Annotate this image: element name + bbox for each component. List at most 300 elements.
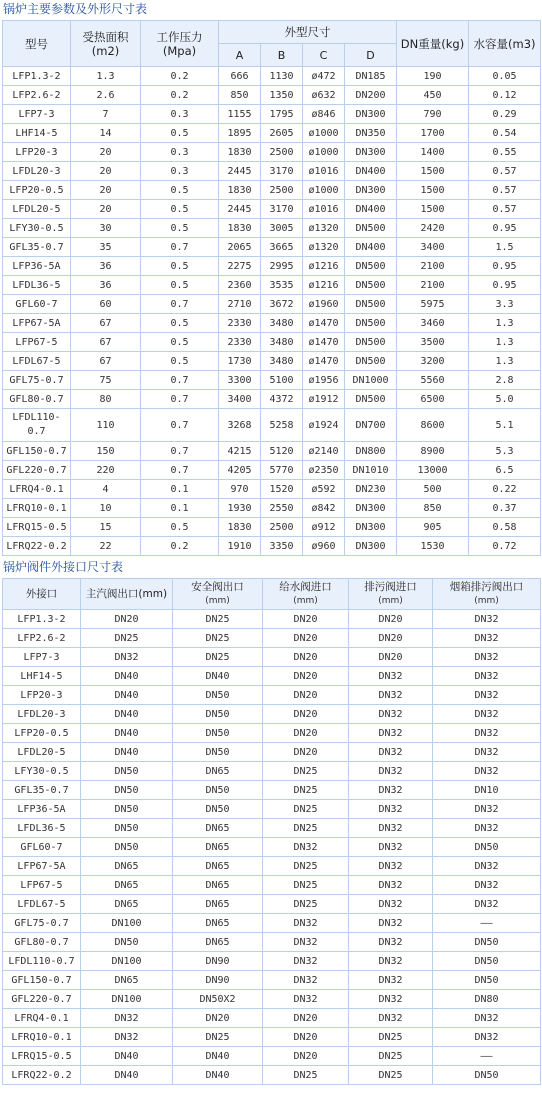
table-row <box>3 162 541 181</box>
value-cell: DN800 <box>345 442 397 461</box>
drain-unit: (mm) <box>378 595 403 606</box>
value-cell: DN32 <box>433 819 541 838</box>
value-cell: DN20 <box>263 1009 349 1028</box>
value-cell: DN80 <box>433 990 541 1009</box>
value-cell: DN90 <box>173 971 263 990</box>
value-cell: 905 <box>397 518 469 537</box>
value-cell: 0.5 <box>141 219 219 238</box>
table-row <box>3 952 541 971</box>
table-row <box>3 124 541 143</box>
table-row <box>3 480 541 499</box>
valve-ports-title: 锅炉阀件外接口尺寸表 <box>3 560 124 574</box>
value-cell: 7 <box>71 105 141 124</box>
value-cell: ø846 <box>303 105 345 124</box>
value-cell: 1155 <box>219 105 261 124</box>
value-cell: DN40 <box>81 705 173 724</box>
table-row <box>3 686 541 705</box>
table-row <box>3 86 541 105</box>
value-cell: 0.95 <box>469 219 541 238</box>
value-cell: 3300 <box>219 371 261 390</box>
table-row <box>3 933 541 952</box>
value-cell: 2100 <box>397 257 469 276</box>
value-cell: DN40 <box>81 1066 173 1085</box>
value-cell: 4 <box>71 480 141 499</box>
table-row <box>3 971 541 990</box>
value-cell: DN100 <box>81 990 173 1009</box>
value-cell: 36 <box>71 257 141 276</box>
valve-ports-table <box>2 578 541 1085</box>
value-cell: 6500 <box>397 390 469 409</box>
value-cell: DN32 <box>349 933 433 952</box>
value-cell: 3170 <box>261 200 303 219</box>
model-cell: LFP67-5A <box>3 314 71 333</box>
model-cell: LFP2.6-2 <box>3 629 81 648</box>
value-cell: 0.2 <box>141 67 219 86</box>
table-row <box>3 667 541 686</box>
value-cell: 67 <box>71 333 141 352</box>
table-row <box>3 990 541 1009</box>
value-cell: 1500 <box>397 162 469 181</box>
header-water: 水容量(m3) <box>469 21 541 67</box>
value-cell: DN32 <box>433 667 541 686</box>
value-cell: DN25 <box>263 876 349 895</box>
value-cell: DN32 <box>433 1028 541 1047</box>
value-cell: DN10 <box>433 781 541 800</box>
value-cell: DN32 <box>349 705 433 724</box>
value-cell: DN20 <box>349 648 433 667</box>
value-cell: DN50 <box>173 800 263 819</box>
value-cell: DN300 <box>345 105 397 124</box>
table-row <box>3 610 541 629</box>
value-cell: 14 <box>71 124 141 143</box>
value-cell: 0.5 <box>141 181 219 200</box>
value-cell: 0.5 <box>141 518 219 537</box>
value-cell: 35 <box>71 238 141 257</box>
table-row <box>3 857 541 876</box>
value-cell: DN32 <box>263 990 349 1009</box>
value-cell: 2420 <box>397 219 469 238</box>
value-cell: DN25 <box>349 1066 433 1085</box>
value-cell: DN20 <box>263 743 349 762</box>
value-cell: 0.22 <box>469 480 541 499</box>
value-cell: 1500 <box>397 181 469 200</box>
table-row <box>3 238 541 257</box>
table-row <box>3 371 541 390</box>
value-cell: DN25 <box>173 610 263 629</box>
header-c: C <box>303 44 345 67</box>
value-cell: ø2350 <box>303 461 345 480</box>
value-cell: DN20 <box>263 667 349 686</box>
model-cell: LFRQ10-0.1 <box>3 499 71 518</box>
model-cell: LFDL20-3 <box>3 705 81 724</box>
header-feed-valve <box>263 579 349 610</box>
value-cell: DN50 <box>81 781 173 800</box>
value-cell: 5120 <box>261 442 303 461</box>
value-cell: 20 <box>71 143 141 162</box>
value-cell: DN100 <box>81 952 173 971</box>
value-cell: 8900 <box>397 442 469 461</box>
value-cell: DN25 <box>173 648 263 667</box>
value-cell: 30 <box>71 219 141 238</box>
value-cell: ø960 <box>303 537 345 556</box>
value-cell: DN32 <box>433 743 541 762</box>
table-row <box>3 1047 541 1066</box>
value-cell: DN50 <box>81 819 173 838</box>
value-cell: ø1000 <box>303 181 345 200</box>
value-cell: 3672 <box>261 295 303 314</box>
value-cell: 0.95 <box>469 276 541 295</box>
value-cell: 3500 <box>397 333 469 352</box>
value-cell: 3480 <box>261 333 303 352</box>
model-cell: LFP36-5A <box>3 800 81 819</box>
value-cell: 0.7 <box>141 371 219 390</box>
value-cell: DN50X2 <box>173 990 263 1009</box>
table-row <box>3 1066 541 1085</box>
model-cell: LFDL36-5 <box>3 276 71 295</box>
value-cell: 3480 <box>261 352 303 371</box>
value-cell: DN32 <box>433 648 541 667</box>
value-cell: DN300 <box>345 499 397 518</box>
value-cell: ø632 <box>303 86 345 105</box>
header-b: B <box>261 44 303 67</box>
value-cell: ø842 <box>303 499 345 518</box>
value-cell: DN65 <box>173 914 263 933</box>
value-cell: DN32 <box>433 1009 541 1028</box>
model-cell: GFL75-0.7 <box>3 371 71 390</box>
value-cell: 5.1 <box>469 409 541 442</box>
model-cell: LFRQ15-0.5 <box>3 1047 81 1066</box>
value-cell: 0.7 <box>141 442 219 461</box>
value-cell: 3400 <box>219 390 261 409</box>
model-cell: LFP7-3 <box>3 648 81 667</box>
value-cell: ø1960 <box>303 295 345 314</box>
value-cell: DN32 <box>349 990 433 1009</box>
value-cell: 0.54 <box>469 124 541 143</box>
value-cell: 1400 <box>397 143 469 162</box>
value-cell: 220 <box>71 461 141 480</box>
value-cell: DN65 <box>81 857 173 876</box>
value-cell: 150 <box>71 442 141 461</box>
value-cell: DN25 <box>349 1028 433 1047</box>
value-cell: 0.57 <box>469 200 541 219</box>
value-cell: 1.3 <box>469 352 541 371</box>
header-smoke-valve <box>433 579 541 610</box>
model-cell: LFY30-0.5 <box>3 219 71 238</box>
model-cell: LFDL20-5 <box>3 200 71 219</box>
value-cell: 13000 <box>397 461 469 480</box>
value-cell: 3.3 <box>469 295 541 314</box>
value-cell: 1830 <box>219 518 261 537</box>
model-cell: LFDL67-5 <box>3 352 71 371</box>
value-cell: 0.7 <box>141 461 219 480</box>
value-cell: 5258 <box>261 409 303 442</box>
model-cell: LFP67-5 <box>3 333 71 352</box>
value-cell: DN100 <box>81 914 173 933</box>
table-row <box>3 200 541 219</box>
table-row <box>3 352 541 371</box>
value-cell: DN32 <box>433 762 541 781</box>
value-cell: ø592 <box>303 480 345 499</box>
value-cell: DN25 <box>349 1047 433 1066</box>
value-cell: DN50 <box>81 762 173 781</box>
value-cell: 0.5 <box>141 276 219 295</box>
value-cell: ø1016 <box>303 200 345 219</box>
value-cell: DN32 <box>349 762 433 781</box>
value-cell: 5770 <box>261 461 303 480</box>
value-cell: 0.5 <box>141 333 219 352</box>
value-cell: DN32 <box>263 933 349 952</box>
value-cell: DN25 <box>173 629 263 648</box>
header-dims: 外型尺寸 <box>219 21 397 44</box>
value-cell: 2500 <box>261 143 303 162</box>
value-cell: 1910 <box>219 537 261 556</box>
value-cell: ø2140 <box>303 442 345 461</box>
value-cell: 3665 <box>261 238 303 257</box>
value-cell: DN65 <box>81 895 173 914</box>
value-cell: 2360 <box>219 276 261 295</box>
header-area: 受热面积(m2) <box>71 21 141 67</box>
table-row <box>3 838 541 857</box>
value-cell: DN1010 <box>345 461 397 480</box>
value-cell: 0.7 <box>141 390 219 409</box>
model-cell: GFL35-0.7 <box>3 781 81 800</box>
model-cell: LHF14-5 <box>3 667 81 686</box>
value-cell: DN40 <box>81 667 173 686</box>
model-cell: GFL150-0.7 <box>3 971 81 990</box>
value-cell: DN32 <box>263 914 349 933</box>
value-cell: 3200 <box>397 352 469 371</box>
table-row <box>3 914 541 933</box>
value-cell: DN32 <box>433 876 541 895</box>
value-cell: DN1000 <box>345 371 397 390</box>
value-cell: DN50 <box>433 952 541 971</box>
value-cell: 0.2 <box>141 537 219 556</box>
value-cell: 60 <box>71 295 141 314</box>
table-row <box>3 390 541 409</box>
value-cell: DN25 <box>263 1066 349 1085</box>
value-cell: DN50 <box>173 724 263 743</box>
feed-unit: (mm) <box>293 595 318 606</box>
model-cell: LFRQ22-0.2 <box>3 537 71 556</box>
value-cell: DN65 <box>173 895 263 914</box>
value-cell: 2065 <box>219 238 261 257</box>
model-cell: LFP67-5A <box>3 857 81 876</box>
value-cell: 3535 <box>261 276 303 295</box>
value-cell: DN40 <box>81 686 173 705</box>
table-row <box>3 1009 541 1028</box>
value-cell: DN300 <box>345 143 397 162</box>
header-safety-valve <box>173 579 263 610</box>
model-cell: LFP36-5A <box>3 257 71 276</box>
value-cell: DN65 <box>173 838 263 857</box>
value-cell: ø912 <box>303 518 345 537</box>
value-cell: 850 <box>219 86 261 105</box>
model-cell: GFL220-0.7 <box>3 461 71 480</box>
table-row <box>3 442 541 461</box>
value-cell: DN50 <box>173 781 263 800</box>
table-row <box>3 295 541 314</box>
table-row <box>3 743 541 762</box>
value-cell: 67 <box>71 352 141 371</box>
value-cell: 3400 <box>397 238 469 257</box>
model-cell: LFP1.3-2 <box>3 67 71 86</box>
model-cell: LFP20-0.5 <box>3 724 81 743</box>
table-row <box>3 409 541 442</box>
model-cell: LFP20-3 <box>3 143 71 162</box>
value-cell: DN50 <box>433 1066 541 1085</box>
value-cell: 5975 <box>397 295 469 314</box>
value-cell: 6.5 <box>469 461 541 480</box>
value-cell: ø1016 <box>303 162 345 181</box>
value-cell: 970 <box>219 480 261 499</box>
value-cell: DN40 <box>81 1047 173 1066</box>
value-cell: DN500 <box>345 219 397 238</box>
model-cell: LFRQ15-0.5 <box>3 518 71 537</box>
value-cell: DN20 <box>263 610 349 629</box>
value-cell: 0.7 <box>141 238 219 257</box>
value-cell: DN32 <box>349 971 433 990</box>
value-cell: 3268 <box>219 409 261 442</box>
value-cell: 3350 <box>261 537 303 556</box>
value-cell: 0.57 <box>469 181 541 200</box>
value-cell: DN20 <box>173 1009 263 1028</box>
value-cell: 110 <box>71 409 141 442</box>
safety-label: 安全阀出口 <box>191 580 244 593</box>
table-row <box>3 781 541 800</box>
value-cell: DN20 <box>263 1047 349 1066</box>
value-cell: DN32 <box>349 952 433 971</box>
value-cell: DN32 <box>433 724 541 743</box>
value-cell: 4205 <box>219 461 261 480</box>
value-cell: DN300 <box>345 181 397 200</box>
value-cell: 0.29 <box>469 105 541 124</box>
value-cell: 0.5 <box>141 257 219 276</box>
value-cell: ø1216 <box>303 276 345 295</box>
value-cell: 0.7 <box>141 295 219 314</box>
value-cell: DN32 <box>433 610 541 629</box>
value-cell: 15 <box>71 518 141 537</box>
value-cell: 2445 <box>219 200 261 219</box>
value-cell: 80 <box>71 390 141 409</box>
value-cell: 0.3 <box>141 162 219 181</box>
value-cell: 2995 <box>261 257 303 276</box>
value-cell: DN20 <box>263 1028 349 1047</box>
value-cell: 0.3 <box>141 143 219 162</box>
value-cell: 20 <box>71 181 141 200</box>
value-cell: ø1470 <box>303 314 345 333</box>
value-cell: DN25 <box>263 800 349 819</box>
value-cell: 5100 <box>261 371 303 390</box>
value-cell: DN20 <box>349 629 433 648</box>
value-cell: DN50 <box>81 838 173 857</box>
value-cell: DN32 <box>349 686 433 705</box>
value-cell: 0.2 <box>141 86 219 105</box>
header-weight: DN重量(kg) <box>397 21 469 67</box>
value-cell: DN32 <box>263 971 349 990</box>
table-row <box>3 819 541 838</box>
model-cell: GFL35-0.7 <box>3 238 71 257</box>
smoke-label: 烟箱排污阀出口 <box>449 580 524 593</box>
value-cell: 2500 <box>261 518 303 537</box>
table-row <box>3 762 541 781</box>
value-cell: DN40 <box>81 724 173 743</box>
value-cell: 1.3 <box>71 67 141 86</box>
table-row <box>3 895 541 914</box>
value-cell: DN65 <box>173 933 263 952</box>
value-cell: 1730 <box>219 352 261 371</box>
model-cell: GFL80-0.7 <box>3 390 71 409</box>
value-cell: —— <box>433 914 541 933</box>
header-drain-valve <box>349 579 433 610</box>
value-cell: DN32 <box>349 857 433 876</box>
value-cell: ø1470 <box>303 352 345 371</box>
value-cell: DN20 <box>81 610 173 629</box>
table-row <box>3 1028 541 1047</box>
value-cell: DN65 <box>173 819 263 838</box>
table-row <box>3 143 541 162</box>
value-cell: 1520 <box>261 480 303 499</box>
model-cell: LFP2.6-2 <box>3 86 71 105</box>
model-cell: LHF14-5 <box>3 124 71 143</box>
model-cell: LFDL20-3 <box>3 162 71 181</box>
value-cell: DN32 <box>81 648 173 667</box>
value-cell: ø1912 <box>303 390 345 409</box>
table-row <box>3 800 541 819</box>
value-cell: 1895 <box>219 124 261 143</box>
model-cell: LFRQ10-0.1 <box>3 1028 81 1047</box>
model-cell: LFP7-3 <box>3 105 71 124</box>
value-cell: ø1320 <box>303 219 345 238</box>
value-cell: DN20 <box>349 610 433 629</box>
value-cell: 22 <box>71 537 141 556</box>
model-cell: LFP20-0.5 <box>3 181 71 200</box>
value-cell: —— <box>433 1047 541 1066</box>
value-cell: DN65 <box>81 876 173 895</box>
value-cell: 1.3 <box>469 333 541 352</box>
value-cell: 0.57 <box>469 162 541 181</box>
value-cell: DN65 <box>81 971 173 990</box>
table-row <box>3 333 541 352</box>
value-cell: 0.7 <box>141 409 219 442</box>
value-cell: DN700 <box>345 409 397 442</box>
value-cell: 2330 <box>219 314 261 333</box>
header-d: D <box>345 44 397 67</box>
value-cell: ø1000 <box>303 124 345 143</box>
value-cell: 1930 <box>219 499 261 518</box>
table-row <box>3 724 541 743</box>
value-cell: 790 <box>397 105 469 124</box>
value-cell: DN40 <box>173 1047 263 1066</box>
table-row <box>3 105 541 124</box>
value-cell: 20 <box>71 162 141 181</box>
value-cell: DN185 <box>345 67 397 86</box>
value-cell: 1700 <box>397 124 469 143</box>
model-cell: LFDL110-0.7 <box>3 952 81 971</box>
table-row <box>3 219 541 238</box>
model-cell: GFL60-7 <box>3 295 71 314</box>
model-cell: LFDL36-5 <box>3 819 81 838</box>
value-cell: 1.3 <box>469 314 541 333</box>
value-cell: DN50 <box>81 800 173 819</box>
value-cell: 1830 <box>219 143 261 162</box>
value-cell: DN32 <box>263 838 349 857</box>
table-row <box>3 314 541 333</box>
value-cell: DN25 <box>263 781 349 800</box>
table-row <box>3 876 541 895</box>
value-cell: 666 <box>219 67 261 86</box>
value-cell: 4215 <box>219 442 261 461</box>
value-cell: 75 <box>71 371 141 390</box>
